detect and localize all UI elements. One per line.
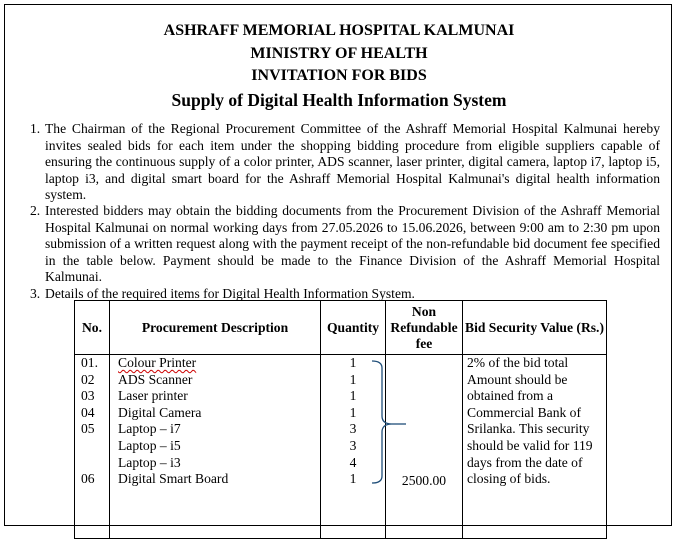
item-no: 01. [81, 355, 98, 370]
item-no: 06 [81, 471, 95, 487]
table-body-row [75, 355, 607, 539]
item-desc: ADS Scanner [118, 371, 193, 387]
item-no: 03 [81, 388, 95, 404]
paragraph-number: 2. [30, 203, 41, 218]
item-no: 02 [81, 371, 95, 387]
hospital-name: ASHRAFF MEMORIAL HOSPITAL KALMUNAI [163, 22, 515, 39]
item-desc: Digital Smart Board [118, 471, 229, 487]
paragraph-1 [30, 121, 660, 204]
item-qty: 4 [349, 454, 357, 470]
item-desc: Laptop – i5 [118, 437, 181, 453]
item-no [81, 438, 109, 455]
paragraph-text: Details of the required items for Digital Health Information System. [45, 286, 415, 301]
col-header-fee: Non Refundable fee [386, 301, 463, 355]
fee-value: 2500.00 [401, 473, 447, 488]
item-no [81, 455, 109, 472]
invitation-heading: INVITATION FOR BIDS [251, 67, 427, 84]
col-header-no: No. [75, 301, 110, 355]
col-header-quantity: Quantity [321, 301, 386, 355]
item-qty: 3 [349, 437, 357, 453]
item-desc: Digital Camera [118, 404, 202, 420]
col-header-bid-security: Bid Security Value (Rs.) [463, 301, 607, 355]
item-desc: Laptop – i3 [118, 454, 181, 470]
item-qty: 1 [349, 471, 357, 487]
item-desc: Colour Printer [118, 355, 197, 370]
item-qty: 1 [349, 355, 357, 370]
col-header-description: Procurement Description [110, 301, 321, 355]
item-numbers [75, 355, 110, 539]
document-title: Supply of Digital Health Information System [171, 90, 507, 110]
items-table [74, 300, 607, 539]
table-header-row [75, 301, 607, 355]
ministry-name: MINISTRY OF HEALTH [250, 45, 428, 62]
paragraph-2 [30, 203, 660, 286]
item-desc: Laser printer [118, 388, 188, 404]
paragraph-text: The Chairman of the Regional Procurement Committee of the Ashraff Memorial Hospital Kalmunai hereby invites sealed bids for each item under the shopping bidding procedure from eligible suppliers capable of ensuring the continuous supply of a color printer, ADS scanner, laser printer, digital camera, laptop i7, laptop i5, laptop i3, and digital smart board for the Ashraff Memorial Hospital Kalmunai's digital health information system. [45, 121, 660, 202]
item-desc: Laptop – i7 [118, 421, 181, 437]
item-no: 04 [81, 404, 95, 420]
paragraph-number: 1. [30, 121, 41, 136]
brace-icon [370, 358, 410, 488]
item-qty: 1 [349, 371, 357, 387]
item-qty: 3 [349, 421, 357, 437]
item-no: 05 [81, 421, 95, 437]
item-qty: 1 [349, 404, 357, 420]
item-descriptions [110, 355, 321, 539]
item-qty: 1 [349, 388, 357, 404]
bid-security-text: 2% of the bid total Amount should be obtained from a Commercial Bank of Srilanka. This security should be valid for 119 days from the date of closing of bids. [463, 355, 607, 539]
paragraph-text: Interested bidders may obtain the bidding documents from the Procurement Division of the Ashraff Memorial Hospital Kalmunai on normal working days from 27.05.2026 to 15.06.2026, between 9:00 am to 2:30 pm upon submission of a written request along with the payment receipt of the non-refundable bid document fee specified in the table below. Payment should be made to the Finance Division of the Ashraff Memorial Hospital Kalmunai. [45, 203, 660, 284]
paragraph-number: 3. [30, 286, 41, 301]
